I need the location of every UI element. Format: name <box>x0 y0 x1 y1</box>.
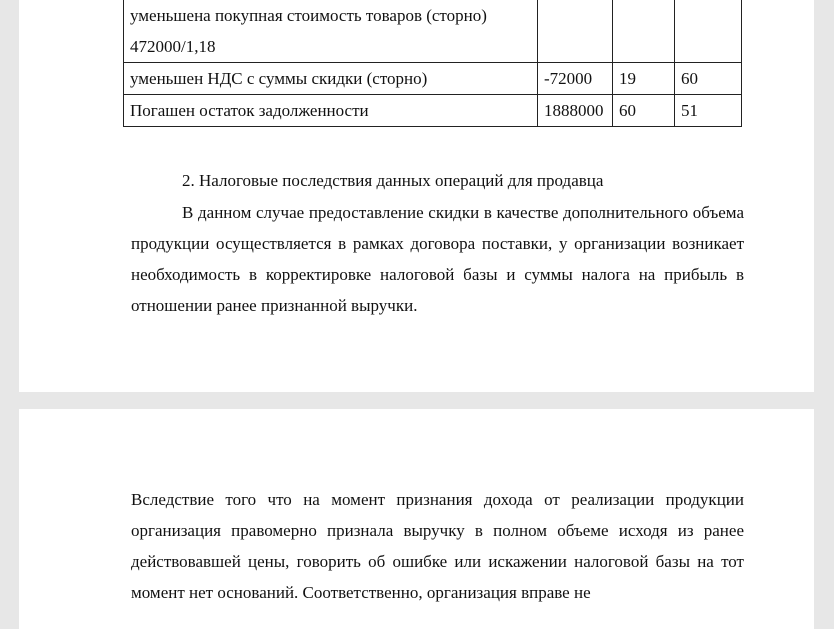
entry-credit-cell: 51 <box>675 95 742 127</box>
body-paragraph: Вследствие того что на момент признания дохода от реализации продукции организация правомерно признала выручку в полном объеме исходя из ранее действовавшей цены, говорить об ошибке или искажении налоговой базы на тот момент нет оснований. Соответственно, организация вправе не <box>131 490 744 602</box>
table-row <box>124 0 742 63</box>
entry-debit-cell: 19 <box>613 63 675 95</box>
entry-description-text: уменьшена покупная стоимость товаров (сторно) <box>130 6 487 25</box>
table-row <box>124 63 742 95</box>
document-page-2 <box>19 409 814 629</box>
body-paragraph: В данном случае предоставление скидки в качестве дополнительного объема продукции осуществляется в рамках договора поставки, у организации возникает необходимость в корректировке налоговой базы и суммы налога на прибыль в отношении ранее признанной выручки. <box>131 203 744 315</box>
table-row <box>124 95 742 127</box>
accounting-entries-table <box>123 0 742 127</box>
entry-debit-cell: 60 <box>613 95 675 127</box>
entry-description-cell <box>124 0 538 63</box>
entry-description-text: 472000/1,18 <box>130 37 216 56</box>
entry-description-cell: уменьшен НДС с суммы скидки (сторно) <box>124 63 538 95</box>
entry-amount-cell: -72000 <box>538 63 613 95</box>
entry-description-cell: Погашен остаток задолженности <box>124 95 538 127</box>
entry-amount-cell: 1888000 <box>538 95 613 127</box>
document-page-1 <box>19 0 814 392</box>
entry-credit-cell: 60 <box>675 63 742 95</box>
entry-debit-cell <box>613 0 675 63</box>
section-heading: 2. Налоговые последствия данных операций для продавца <box>182 171 604 190</box>
entry-credit-cell <box>675 0 742 63</box>
entry-amount-cell <box>538 0 613 63</box>
